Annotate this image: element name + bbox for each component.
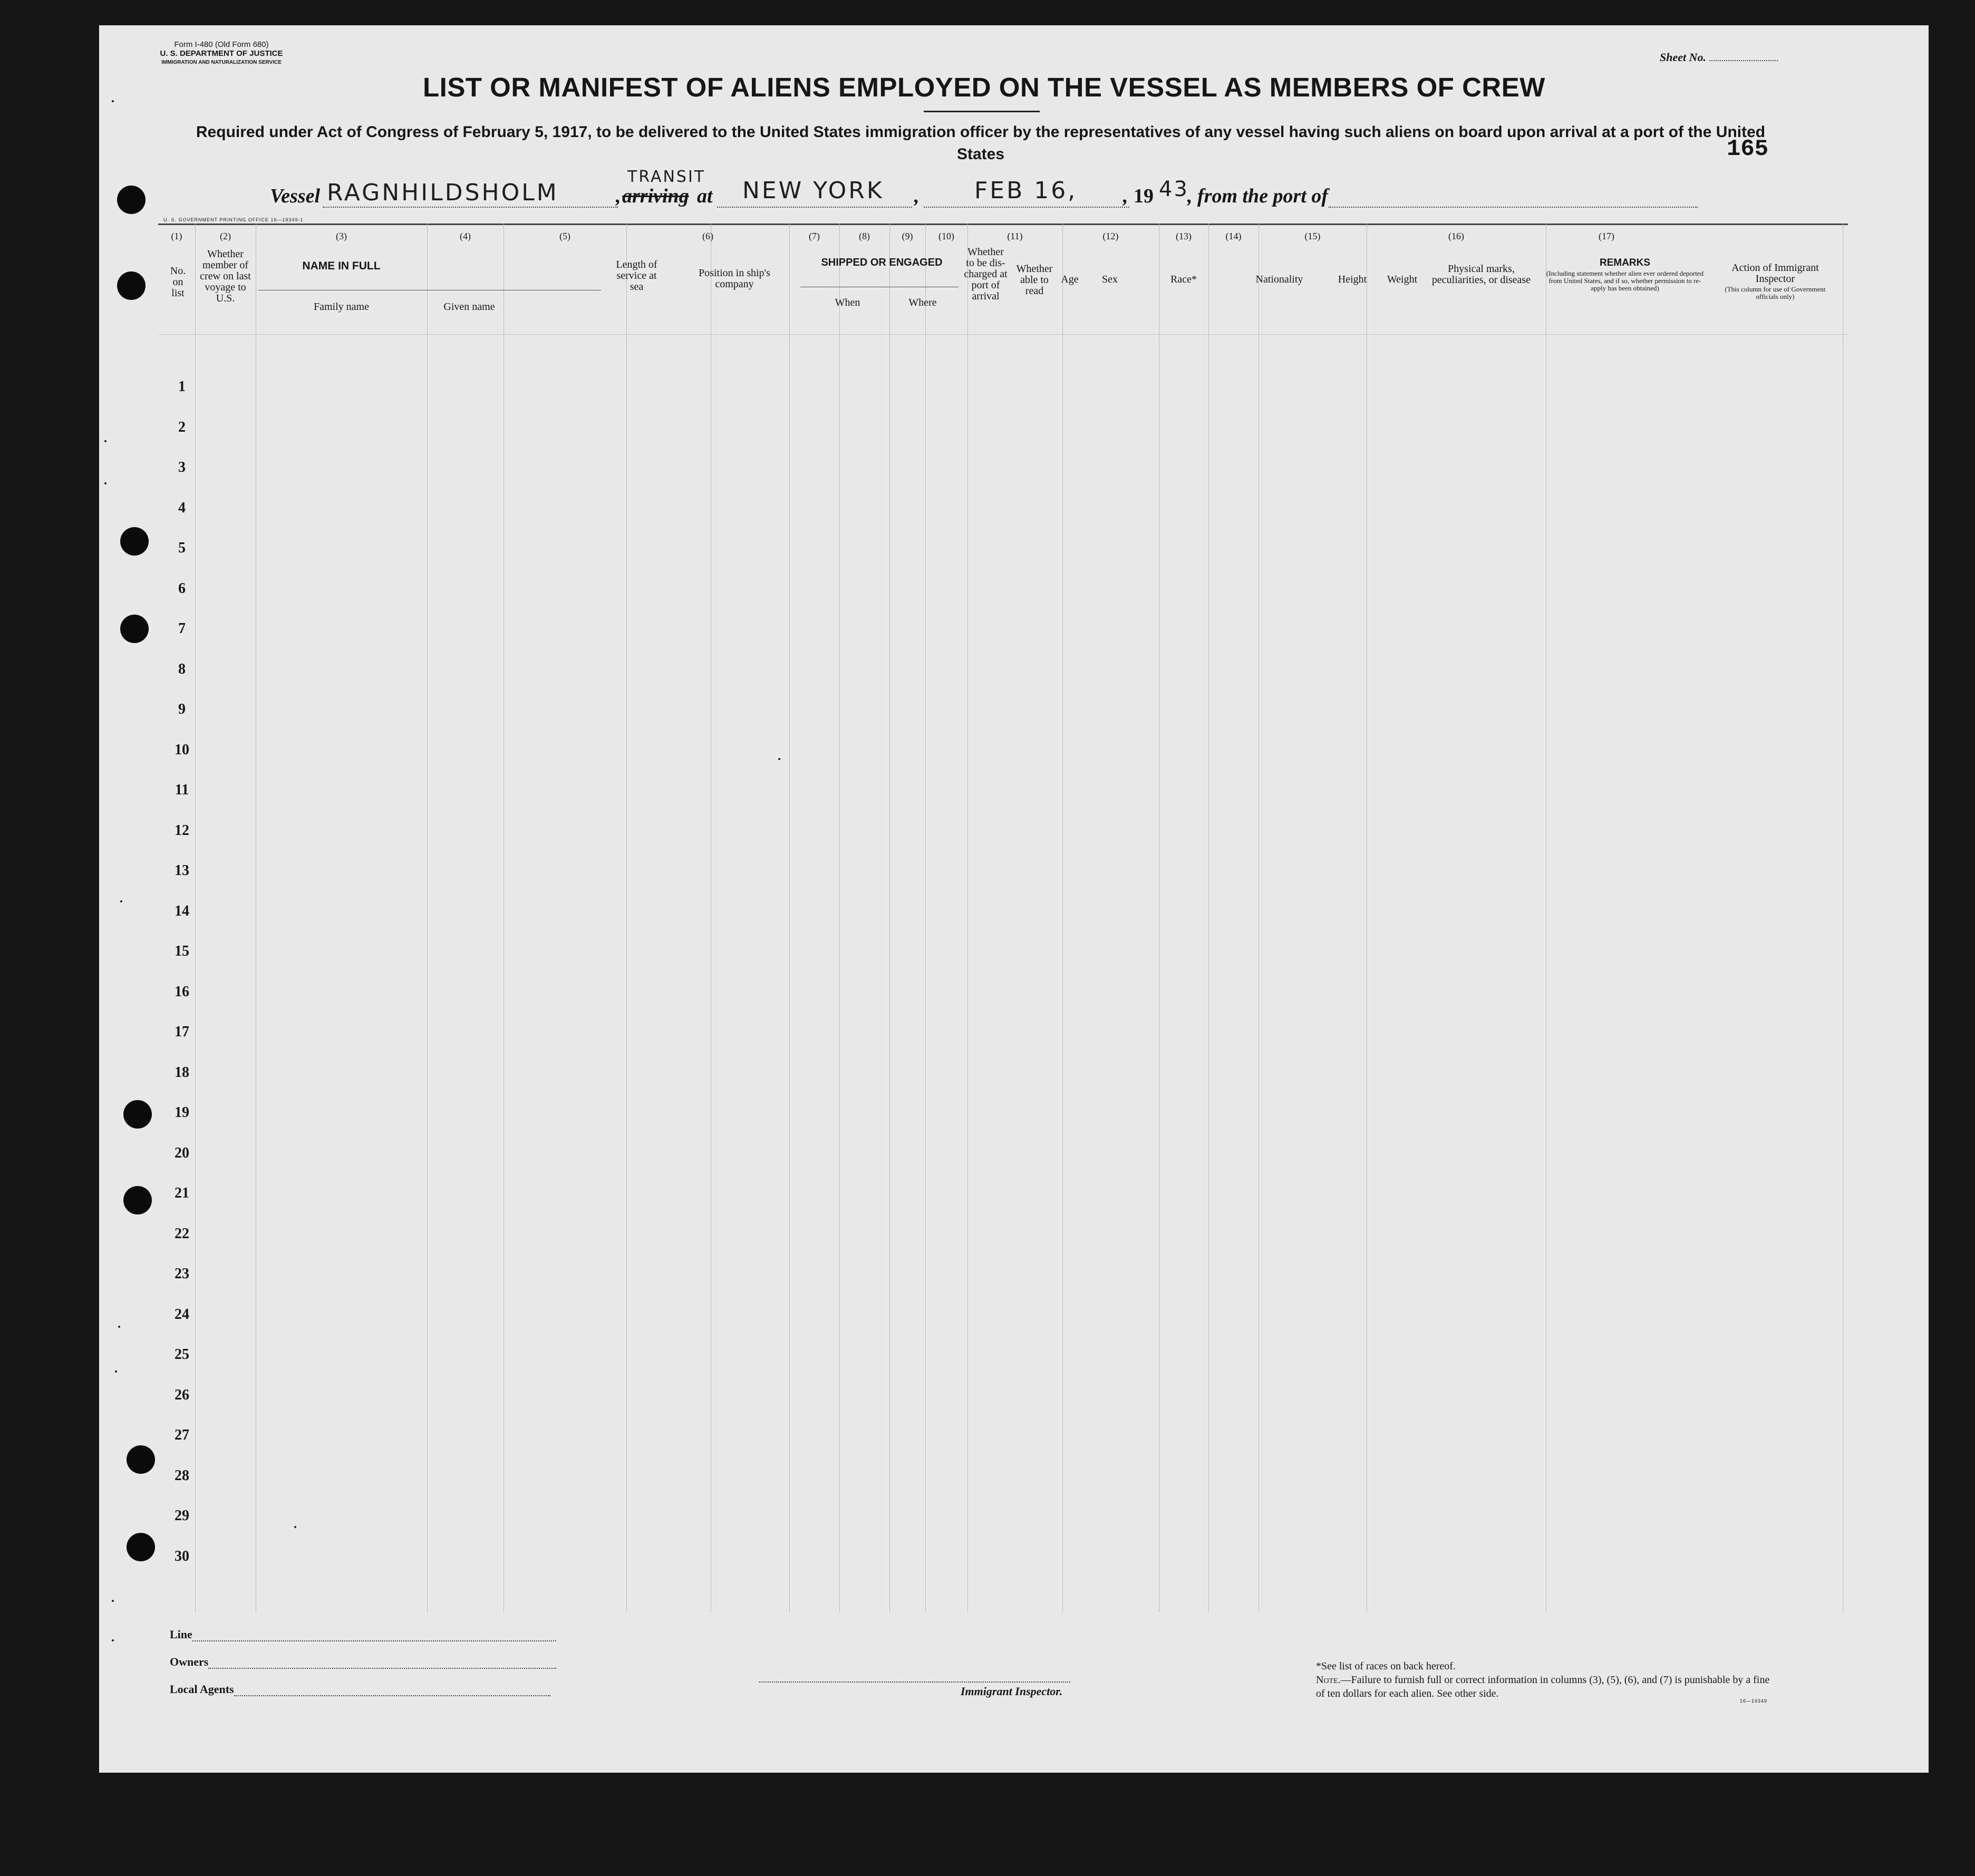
row-number: 23 xyxy=(175,1266,189,1282)
year-handwritten: 43 xyxy=(1159,177,1189,201)
column-number: (13) xyxy=(1176,231,1192,241)
speck xyxy=(118,1326,120,1328)
row-number: 17 xyxy=(175,1024,189,1040)
page-number-stamp: 165 xyxy=(1727,136,1769,162)
row-number: 22 xyxy=(175,1226,189,1242)
col-rule xyxy=(1208,223,1209,1612)
header-weight: Weight xyxy=(1387,274,1418,285)
row-number: 1 xyxy=(178,378,186,395)
race-note: *See list of races on back hereof. xyxy=(1316,1660,1456,1672)
table-header-bottom-rule xyxy=(158,334,1848,335)
column-number: (11) xyxy=(1007,231,1023,241)
column-number: (10) xyxy=(938,231,954,241)
column-number: (15) xyxy=(1304,231,1321,241)
row-number: 8 xyxy=(178,661,186,677)
penalty-note xyxy=(1316,1673,1780,1700)
printing-office-line: U. S. GOVERNMENT PRINTING OFFICE 16—19349-1 xyxy=(163,217,304,222)
header-inspector-action: Action of Immigrant Inspector xyxy=(1731,262,1819,285)
row-number: 5 xyxy=(178,540,186,556)
punch-hole xyxy=(123,1100,152,1129)
port-comma: , xyxy=(914,185,919,207)
row-number: 12 xyxy=(175,822,189,839)
arrival-date: FEB 16, xyxy=(974,177,1078,204)
row-number: 16 xyxy=(175,984,189,1000)
date-blank xyxy=(924,207,1129,208)
row-number: 4 xyxy=(178,500,186,516)
row-number: 6 xyxy=(178,580,186,597)
col-rule xyxy=(789,223,790,1612)
row-number: 9 xyxy=(178,701,186,717)
header-inspector-note: (This column for use of Government officials only) xyxy=(1725,285,1826,300)
footer-line-field xyxy=(170,1628,556,1641)
row-number: 26 xyxy=(175,1387,189,1403)
speck xyxy=(104,482,107,484)
row-number: 30 xyxy=(175,1548,189,1564)
form-number: Form I-480 (Old Form 680) xyxy=(174,40,269,49)
inspector-signature-line xyxy=(759,1681,1070,1683)
header-remarks: REMARKS xyxy=(1599,257,1651,268)
speck xyxy=(115,1370,117,1373)
sheet-number-field xyxy=(1660,51,1778,64)
header-given-name: Given name xyxy=(443,301,495,313)
from-port-blank xyxy=(1329,207,1698,208)
port-blank xyxy=(717,207,912,208)
header-age: Age xyxy=(1061,274,1079,285)
speck xyxy=(120,900,122,902)
penalty-note-text: —Failure to furnish full or correct information in columns (3), (5), (6), and (7) is punishable by a fine of ten dollars for each alien. See other side. xyxy=(1316,1674,1770,1699)
row-number: 19 xyxy=(175,1104,189,1121)
row-number: 15 xyxy=(175,943,189,959)
footer-form-code: 16—19349 xyxy=(1740,1698,1768,1704)
row-number: 3 xyxy=(178,459,186,475)
footer-agents-field xyxy=(170,1683,550,1696)
col-rule xyxy=(1258,223,1259,1612)
row-number: 18 xyxy=(175,1064,189,1081)
header-sex: Sex xyxy=(1102,274,1118,285)
col-rule xyxy=(195,223,196,1612)
department: U. S. DEPARTMENT OF JUSTICE xyxy=(160,49,283,58)
row-number: 25 xyxy=(175,1346,189,1363)
sheet-number-label: Sheet No. xyxy=(1660,51,1706,64)
col-rule xyxy=(839,223,840,1612)
status-printed: arriving xyxy=(622,185,689,207)
document-subtitle: Required under Act of Congress of February 5, 1917, to be delivered to the United States immigration officer by the representatives of any vessel having such aliens on board upon arrival at a port of the United States xyxy=(196,123,1766,163)
header-name-in-full: NAME IN FULL xyxy=(302,260,381,272)
row-number: 14 xyxy=(175,903,189,919)
header-race: Race* xyxy=(1170,274,1197,285)
header-where: Where xyxy=(908,297,937,308)
col-rule xyxy=(967,223,968,1612)
header-length-of-service: Length of service at sea xyxy=(616,259,657,293)
column-number: (7) xyxy=(809,231,820,241)
header-family-name: Family name xyxy=(314,301,369,313)
table-top-rule xyxy=(158,223,1848,225)
footer-agents-blank xyxy=(234,1695,550,1696)
row-number: 10 xyxy=(175,742,189,758)
header-last-voyage: Whether member of crew on last voyage to U.S. xyxy=(200,248,251,304)
status-handwritten: TRANSIT xyxy=(627,168,706,186)
footer-line-blank xyxy=(192,1640,556,1641)
form-id-block xyxy=(153,40,290,67)
year-prefix: 19 xyxy=(1134,185,1154,207)
col-rule xyxy=(1062,223,1063,1612)
header-when: When xyxy=(835,297,860,308)
document-title: LIST OR MANIFEST OF ALIENS EMPLOYED ON THE VESSEL AS MEMBERS OF CREW xyxy=(423,72,1545,102)
footer-owners-field xyxy=(170,1655,556,1669)
header-able-to-read: Whether able to read xyxy=(1016,263,1053,297)
col-rule xyxy=(626,223,627,1612)
column-number: (9) xyxy=(902,231,913,241)
col-rule xyxy=(925,223,926,1612)
year-comma: , xyxy=(1123,185,1128,207)
row-number: 27 xyxy=(175,1427,189,1443)
punch-hole xyxy=(127,1445,155,1474)
punch-hole xyxy=(120,615,149,643)
from-port-label: , from the port of xyxy=(1187,185,1329,207)
header-remarks-note: (Including statement whether alien ever ordered deported from United States, and if so, whether permission to re-apply has been obtained) xyxy=(1546,269,1704,292)
inspector-label: Immigrant Inspector. xyxy=(961,1685,1063,1698)
punch-hole xyxy=(120,527,149,556)
sheet-number-blank xyxy=(1709,60,1778,61)
punch-hole xyxy=(123,1186,152,1214)
column-number: (3) xyxy=(336,231,347,241)
row-number: 2 xyxy=(178,419,186,435)
footer-owners-blank xyxy=(208,1668,556,1669)
column-number: (1) xyxy=(171,231,182,241)
row-number: 11 xyxy=(175,782,189,798)
column-number: (4) xyxy=(460,231,471,241)
penalty-note-prefix: Note. xyxy=(1316,1674,1341,1686)
punch-hole xyxy=(127,1533,155,1561)
header-nationality: Nationality xyxy=(1255,274,1303,285)
header-discharged: Whether to be dis-charged at port of arrival xyxy=(964,246,1008,302)
column-number: (12) xyxy=(1102,231,1119,241)
punch-hole xyxy=(117,186,146,214)
footer-owners-label: Owners xyxy=(170,1655,209,1668)
header-position: Position in ship's company xyxy=(699,267,770,290)
crew-table xyxy=(158,223,1848,1612)
row-number: 24 xyxy=(175,1306,189,1323)
at-label: at xyxy=(697,185,713,207)
col-rule xyxy=(889,223,890,1612)
column-number: (14) xyxy=(1225,231,1242,241)
column-number: (2) xyxy=(220,231,231,241)
title-underline xyxy=(924,111,1040,112)
speck xyxy=(112,100,114,102)
punch-hole xyxy=(117,271,146,300)
col-rule xyxy=(427,223,428,1612)
footer-line-label: Line xyxy=(170,1628,192,1641)
column-number: (5) xyxy=(559,231,570,241)
column-number: (16) xyxy=(1448,231,1464,241)
arrival-port: NEW YORK xyxy=(742,177,884,204)
vessel-label: Vessel xyxy=(270,185,320,207)
service: IMMIGRATION AND NATURALIZATION SERVICE xyxy=(161,60,282,65)
header-height: Height xyxy=(1338,274,1367,285)
row-number: 13 xyxy=(175,862,189,879)
speck xyxy=(112,1639,114,1641)
column-number: (17) xyxy=(1599,231,1614,241)
row-number: 7 xyxy=(178,620,186,637)
header-shipped-or-engaged: SHIPPED OR ENGAGED xyxy=(821,257,943,268)
row-number: 21 xyxy=(175,1185,189,1201)
vessel-name-blank xyxy=(323,207,618,208)
column-number: (8) xyxy=(859,231,870,241)
vessel-name: RAGNHILDSHOLM xyxy=(327,179,559,206)
status-comma: , xyxy=(616,185,621,207)
header-physical-marks: Physical marks, peculiarities, or disease xyxy=(1431,263,1531,286)
speck xyxy=(104,440,107,442)
row-number: 28 xyxy=(175,1467,189,1484)
header-no-on-list: No. on list xyxy=(170,265,186,299)
column-number: (6) xyxy=(702,231,713,241)
row-number: 20 xyxy=(175,1145,189,1161)
speck xyxy=(112,1600,114,1602)
row-number: 29 xyxy=(175,1508,189,1524)
footer-agents-label: Local Agents xyxy=(170,1683,234,1696)
